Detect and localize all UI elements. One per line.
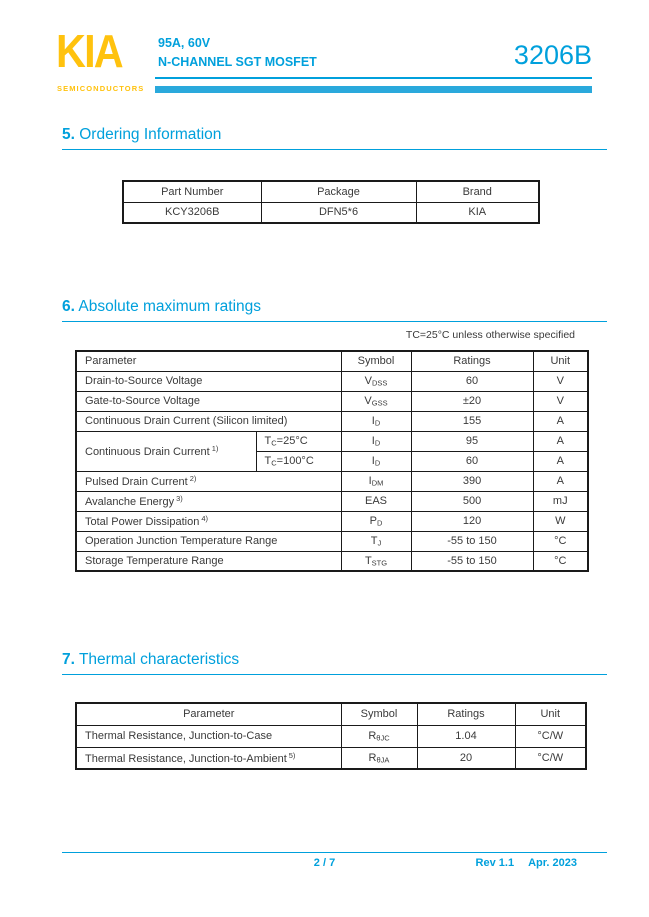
header-thick-bar bbox=[155, 86, 592, 93]
section-title: Ordering Information bbox=[79, 126, 222, 143]
rating-cell: 120 bbox=[411, 511, 533, 531]
unit-cell: V bbox=[533, 371, 588, 391]
brand-cell: KIA bbox=[416, 202, 539, 223]
section-rule bbox=[62, 149, 607, 150]
parameter-cell: Thermal Resistance, Junction-to-Case bbox=[76, 725, 341, 747]
parameter-cell: Continuous Drain Current (Silicon limited) bbox=[76, 411, 341, 431]
footnote-marker: 4) bbox=[201, 514, 209, 523]
test-condition-note: TC=25°C unless otherwise specified bbox=[405, 329, 575, 341]
symbol-cell: $I_D$ bbox=[341, 411, 411, 431]
kia-logo-subtitle: SEMICONDUCTORS bbox=[57, 84, 145, 93]
rating-cell: 20 bbox=[417, 747, 515, 769]
kia-logo: KIA bbox=[56, 25, 122, 77]
section-number: 5. bbox=[62, 126, 75, 143]
symbol-cell: $R_{\theta JC}$ bbox=[341, 725, 417, 747]
rating-cell: 1.04 bbox=[417, 725, 515, 747]
revision-label: Rev 1.1 bbox=[475, 857, 515, 869]
section-heading-thermal bbox=[62, 651, 239, 669]
section-title: Absolute maximum ratings bbox=[78, 298, 262, 315]
column-header-parameter: Parameter bbox=[76, 703, 341, 725]
table-row bbox=[76, 371, 588, 391]
table-row bbox=[76, 491, 588, 511]
table-row bbox=[76, 551, 588, 571]
unit-cell: A bbox=[533, 471, 588, 491]
footnote-marker: 3) bbox=[176, 494, 183, 503]
table-row bbox=[123, 202, 539, 223]
condition-cell: $T_C=100^\circ C$ bbox=[256, 451, 341, 471]
thermal-characteristics-table bbox=[75, 702, 587, 770]
symbol-cell: $T_J$ bbox=[341, 531, 411, 551]
footnote-marker: 5) bbox=[288, 750, 296, 760]
rating-cell: -55 to 150 bbox=[411, 551, 533, 571]
column-header-part-number: Part Number bbox=[123, 181, 261, 202]
table-row bbox=[76, 471, 588, 491]
parameter-cell: Gate-to-Source Voltage bbox=[76, 391, 341, 411]
page-number: 2 / 7 bbox=[313, 857, 336, 869]
parameter-cell: Continuous Drain Current $^{1)}$ bbox=[76, 431, 256, 471]
parameter-cell: Drain-to-Source Voltage bbox=[76, 371, 341, 391]
table-row bbox=[76, 431, 588, 451]
section-rule bbox=[62, 674, 607, 675]
symbol-cell: $V_{GSS}$ bbox=[341, 391, 411, 411]
column-header-brand: Brand bbox=[416, 181, 539, 202]
column-header-ratings: Ratings bbox=[411, 351, 533, 371]
rating-cell: 390 bbox=[411, 471, 533, 491]
parameter-cell: Storage Temperature Range bbox=[76, 551, 341, 571]
revision-info bbox=[476, 857, 577, 869]
rating-cell: -55 to 150 bbox=[411, 531, 533, 551]
unit-cell: °C/W bbox=[515, 725, 586, 747]
device-type-line: N-CHANNEL SGT MOSFET bbox=[158, 55, 317, 69]
symbol-cell: $P_D$ bbox=[341, 511, 411, 531]
table-row bbox=[76, 511, 588, 531]
ordering-table bbox=[122, 180, 540, 224]
section-heading-ordering bbox=[62, 126, 221, 144]
table-row bbox=[76, 531, 588, 551]
device-summary bbox=[158, 34, 317, 72]
unit-cell: °C/W bbox=[515, 747, 586, 769]
rating-cell: 500 bbox=[411, 491, 533, 511]
table-header-row bbox=[76, 703, 586, 725]
unit-cell: V bbox=[533, 391, 588, 411]
package-cell: DFN5*6 bbox=[261, 202, 416, 223]
section-number: 6. bbox=[62, 298, 75, 315]
symbol-cell: $V_{DSS}$ bbox=[341, 371, 411, 391]
column-header-parameter: Parameter bbox=[76, 351, 341, 371]
part-number-title: 3206B bbox=[513, 40, 592, 70]
parameter-cell: Avalanche Energy $^{3)}$ bbox=[76, 491, 341, 511]
column-header-symbol: Symbol bbox=[341, 351, 411, 371]
unit-cell: A bbox=[533, 431, 588, 451]
symbol-cell: $I_{DM}$ bbox=[341, 471, 411, 491]
column-header-unit: Unit bbox=[515, 703, 586, 725]
footnote-marker: 2) bbox=[189, 474, 197, 483]
unit-cell: °C bbox=[533, 531, 588, 551]
unit-cell: W bbox=[533, 511, 588, 531]
rating-cell: 155 bbox=[411, 411, 533, 431]
symbol-cell: $R_{\theta JA}$ bbox=[341, 747, 417, 769]
unit-cell: A bbox=[533, 451, 588, 471]
absolute-maximum-ratings-table bbox=[75, 350, 589, 572]
table-row bbox=[76, 725, 586, 747]
parameter-cell: Operation Junction Temperature Range bbox=[76, 531, 341, 551]
symbol-cell: $I_D$ bbox=[341, 451, 411, 471]
symbol-cell: $T_{STG}$ bbox=[341, 551, 411, 571]
column-header-package: Package bbox=[261, 181, 416, 202]
symbol-cell: EAS bbox=[341, 491, 411, 511]
symbol-cell: $I_D$ bbox=[341, 431, 411, 451]
table-header-row bbox=[76, 351, 588, 371]
column-header-unit: Unit bbox=[533, 351, 588, 371]
condition-cell: $T_C=25^\circ C$ bbox=[256, 431, 341, 451]
rating-cell: 60 bbox=[411, 371, 533, 391]
table-header-row bbox=[123, 181, 539, 202]
footnote-marker: 1) bbox=[211, 444, 219, 453]
rating-cell: 95 bbox=[411, 431, 533, 451]
part-number-cell: KCY3206B bbox=[123, 202, 261, 223]
section-heading-abs-max bbox=[62, 298, 261, 316]
column-header-ratings: Ratings bbox=[417, 703, 515, 725]
unit-cell: A bbox=[533, 411, 588, 431]
header-thin-rule bbox=[155, 77, 592, 79]
footer-rule bbox=[62, 852, 607, 853]
parameter-cell: Total Power Dissipation $^{4)}$ bbox=[76, 511, 341, 531]
parameter-cell: Thermal Resistance, Junction-to-Ambient $^{5)}$ bbox=[76, 747, 341, 769]
revision-date: Apr. 2023 bbox=[528, 857, 577, 869]
device-rating-line: 95A, 60V bbox=[158, 36, 211, 50]
section-title: Thermal characteristics bbox=[78, 651, 240, 668]
unit-cell: mJ bbox=[533, 491, 588, 511]
section-rule bbox=[62, 321, 607, 322]
table-row bbox=[76, 391, 588, 411]
table-row bbox=[76, 411, 588, 431]
parameter-cell: Pulsed Drain Current $^{2)}$ bbox=[76, 471, 341, 491]
rating-cell: ±20 bbox=[411, 391, 533, 411]
unit-cell: °C bbox=[533, 551, 588, 571]
rating-cell: 60 bbox=[411, 451, 533, 471]
table-row bbox=[76, 747, 586, 769]
column-header-symbol: Symbol bbox=[341, 703, 417, 725]
section-number: 7. bbox=[62, 651, 75, 668]
